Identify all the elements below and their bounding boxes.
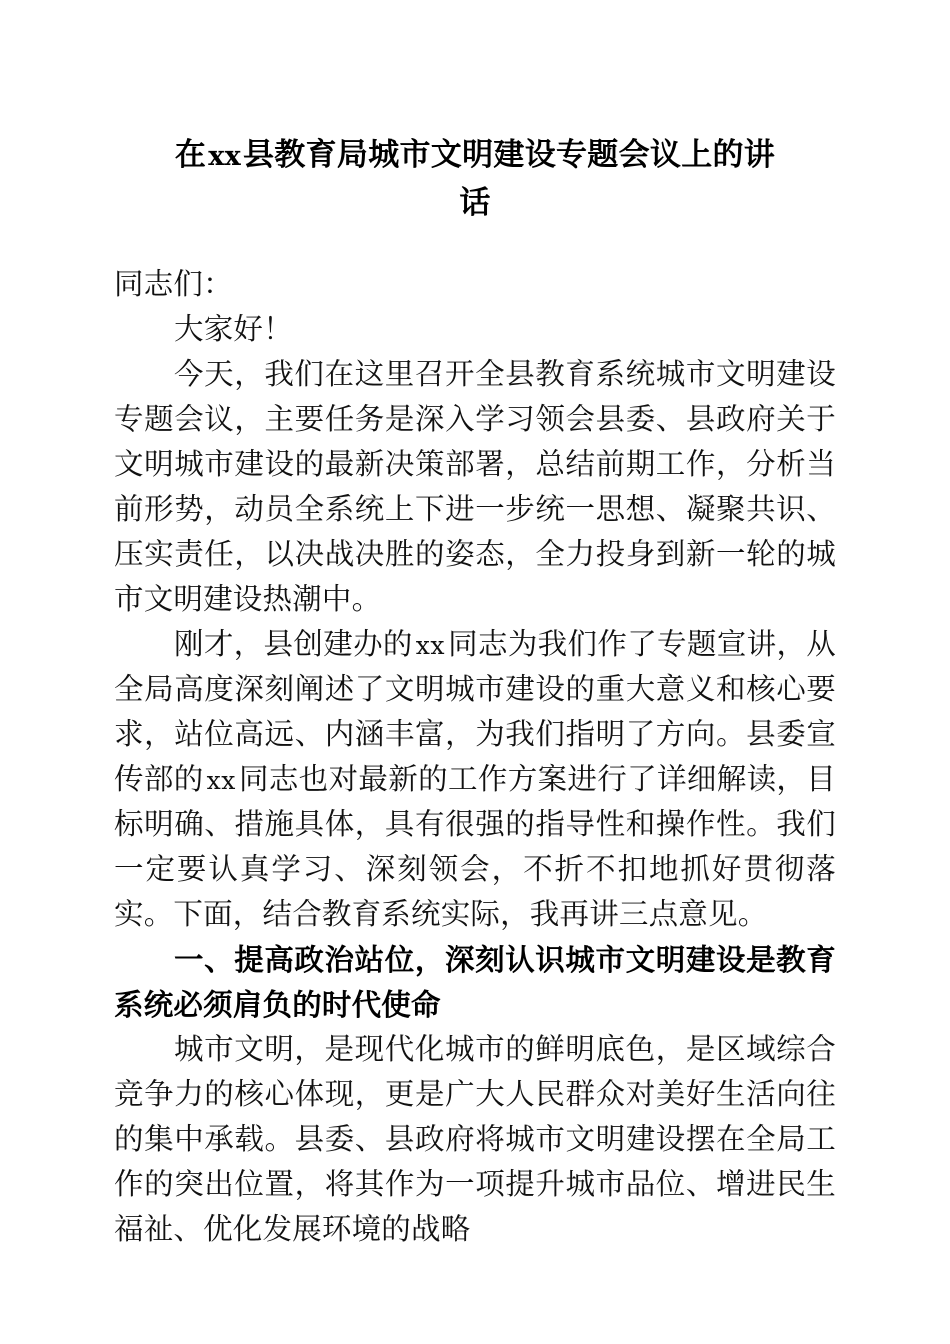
paragraph-urban-civilization: 城市文明，是现代化城市的鲜明底色，是区域综合竞争力的核心体现，更是广大人民群众对美好生活向往的集中承载。县委、县政府将城市文明建设摆在全局工作的突出位置，将其作为一项提升城市品位、增进民生福祉、优化发展环境的战略 [114,1034,836,1246]
document-content [114,0,836,1253]
title-line-1: 在xx县教育局城市文明建设专题会议上的讲 [174,137,776,173]
document-title [114,0,836,227]
paragraph-briefing-summary: 刚才，县创建办的 xx 同志为我们作了专题宣讲，从全局高度深刻阐述了文明城市建设的重大意义和核心要求，站位高远、内涵丰富，为我们指明了方向。县委宣传部的 xx 同志也对最新的工作方案进行了详细解读，目标明确、措施具体，具有很强的指导性和操作性。我们一定要认真学习、深刻领会，不折不扣地抓好贯彻落实。下面，结合教育系统实际，我再讲三点意见。 [114,629,836,931]
title-placeholder-xx: xx [208,141,241,172]
salutation-paragraph: 同志们： [114,269,233,301]
paragraph-meeting-purpose: 今天，我们在这里召开全县教育系统城市文明建设专题会议，主要任务是深入学习领会县委、县政府关于文明城市建设的最新决策部署，总结前期工作，分析当前形势，动员全系统上下进一步统一思想、凝聚共识、压实责任，以决战决胜的姿态，全力投身到新一轮的城市文明建设热潮中。 [114,359,836,616]
title-line-2: 话 [459,185,491,221]
greeting-paragraph: 大家好！ [174,314,293,346]
body-placeholder-xx-1: xx [415,631,445,660]
document-body [114,263,836,1253]
section-heading-one: 一、提高政治站位，深刻认识城市文明建设是教育系统必须肩负的时代使命 [114,943,836,1022]
body-placeholder-xx-2: xx [206,766,236,795]
